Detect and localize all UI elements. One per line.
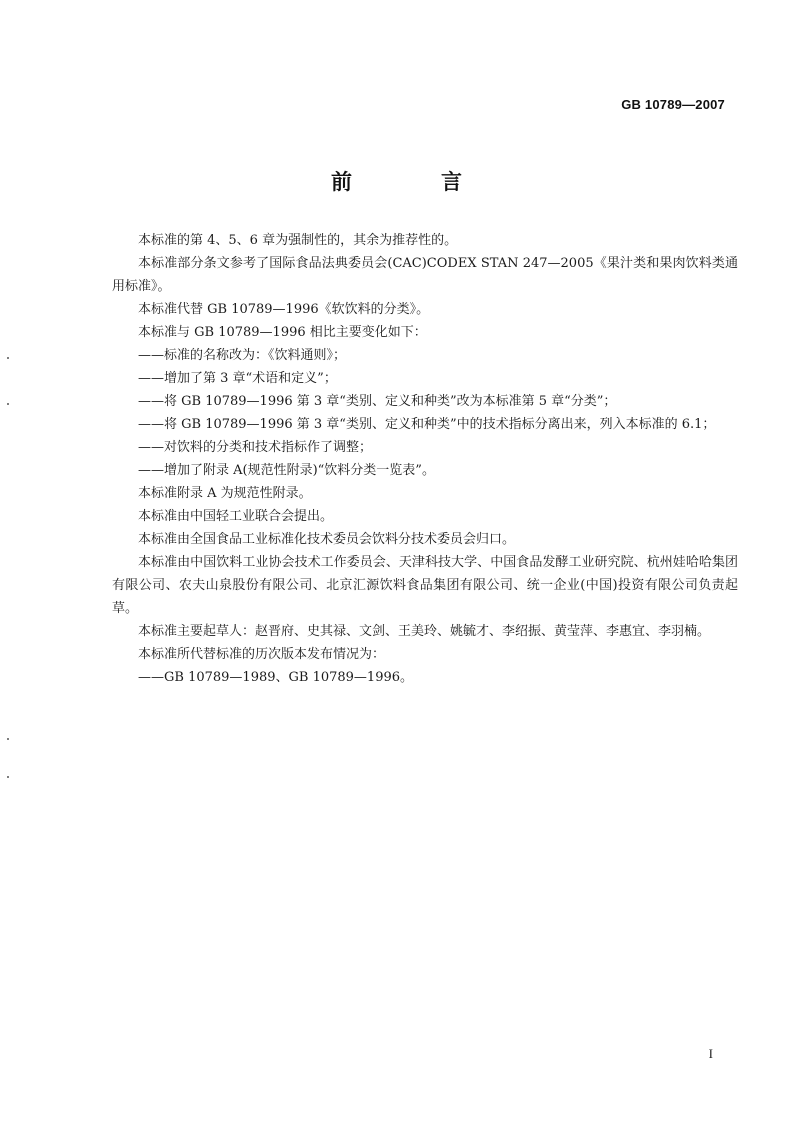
scan-speck [7,403,9,405]
page-number: I [708,1046,713,1061]
change-item-indicators: ——将 GB 10789—1996 第 3 章“类别、定义和种类”中的技术指标分离出来，列入本标准的 6.1； [138,417,716,432]
document-body [112,229,738,689]
paragraph-annex: 本标准附录 A 为规范性附录。 [138,486,312,501]
paragraph-replaces: 本标准代替 GB 10789—1996《软饮料的分类》。 [138,302,430,317]
paragraph-reference: 本标准部分条文参考了国际食品法典委员会(CAC)CODEX STAN 247—2005《果汁类和果肉饮料类通用标准》。 [112,256,738,294]
change-item-name: ——标准的名称改为：《饮料通则》； [138,348,347,363]
paragraph-mandatory-chapters: 本标准的第 4、5、6 章为强制性的，其余为推荐性的。 [138,233,458,248]
paragraph-previous-editions: 本标准所代替标准的历次版本发布情况为： [138,647,386,662]
change-item-chapter3: ——增加了第 3 章“术语和定义”； [138,371,337,386]
change-item-annex: ——增加了附录 A(规范性附录)“饮料分类一览表”。 [138,463,435,478]
change-item-adjustment: ——对饮料的分类和技术指标作了调整； [138,440,373,455]
page-title: 前 言 [331,170,496,194]
paragraph-proposed-by: 本标准由中国轻工业联合会提出。 [138,509,334,524]
paragraph-drafters: 本标准主要起草人：赵晋府、史其禄、文剑、王美玲、姚毓才、李绍振、黄莹萍、李惠宜、李羽楠。 [138,624,711,639]
paragraph-managed-by: 本标准由全国食品工业标准化技术委员会饮料分技术委员会归口。 [138,532,516,547]
change-item-chapter5: ——将 GB 10789—1996 第 3 章“类别、定义和种类”改为本标准第 5 章“分类”； [138,394,617,409]
scan-speck [7,357,9,359]
paragraph-changes-intro: 本标准与 GB 10789—1996 相比主要变化如下： [138,325,427,340]
paragraph-drafting-units: 本标准由中国饮料工业协会技术工作委员会、天津科技大学、中国食品发酵工业研究院、杭州娃哈哈集团有限公司、农夫山泉股份有限公司、北京汇源饮料食品集团有限公司、统一企业(中国)投资有限公司负责起草。 [112,555,738,616]
previous-editions-list: ——GB 10789—1989、GB 10789—1996。 [138,670,414,685]
scan-speck [7,738,9,740]
standard-code: GB 10789—2007 [621,97,725,112]
scan-speck [7,776,9,778]
